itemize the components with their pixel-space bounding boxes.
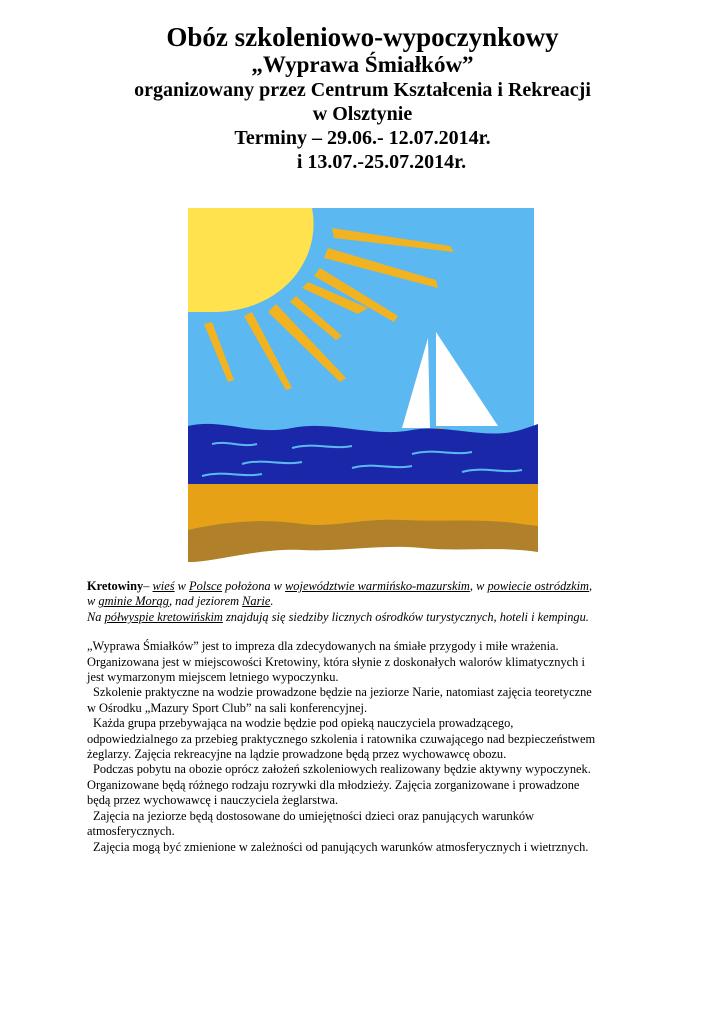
paragraph-line: będą przez wychowawcę i nauczyciela żeglarstwa. (87, 793, 339, 808)
paragraph-line: atmosferycznych. (87, 824, 175, 839)
paragraph-line: Zajęcia mogą być zmienione w zależności od panujących warunków atmosferycznych i wietrznych. (93, 839, 589, 854)
paragraph-line: Każda grupa przebywająca na wodzie będzie pod opieką nauczyciela prowadzącego, (93, 716, 514, 731)
paragraph-line: Zajęcia na jeziorze będą dostosowane do umiejętności dzieci oraz panujących warunków (93, 808, 535, 823)
document-title: Obóz szkoleniowo-wypoczynkowy (166, 22, 559, 52)
city-line: w Olsztynie (312, 103, 413, 125)
paragraph-line: jest wymarzonym miejscem letniego wypoczynku. (87, 670, 339, 685)
sailing-illustration (182, 200, 542, 570)
paragraph-line: „Wyprawa Śmiałków” jest to impreza dla zdecydowanych na śmiałe przygody i miłe wrażenia. (87, 639, 559, 654)
link-polsce[interactable]: Polsce (189, 579, 223, 593)
paragraph-line: Organizowane będą różnego rodzaju rozrywki dla młodzieży. Zajęcia zorganizowane i prowadzone (87, 777, 580, 792)
document-header (0, 22, 725, 174)
link-polwysep[interactable]: półwyspie kretowińskim (104, 609, 223, 624)
paragraph-line: Szkolenie praktyczne na wodzie prowadzone będzie na jeziorze Narie, natomiast zajęcia teoretyczne (93, 685, 592, 700)
paragraph-line: Podczas pobytu na obozie oprócz założeń szkoleniowych realizowany będzie aktywny wypoczynek. (93, 762, 591, 777)
event-name: „Wyprawa Śmiałków” (251, 52, 474, 77)
intro-paragraph: Kretowiny– wieś w Polsce położona w województwie warmińsko-mazurskim, w powiecie ostródzkim, w gminie Morąg, nad jeziorem Narie. Na półwyspie kretowińskim znajdują się siedziby licznych ośrodków turystycznych, hoteli i kempingu. (87, 579, 593, 624)
dates-line-1: Terminy – 29.06.- 12.07.2014r. (234, 127, 491, 149)
link-narie[interactable]: Narie (242, 594, 271, 609)
dates-line-2: i 13.07.-25.07.2014r. (296, 151, 467, 173)
description-text (87, 579, 647, 855)
paragraph-line: w Ośrodku „Mazury Sport Club” na sali konferencyjnej. (87, 700, 368, 715)
paragraph-line: żeglarzy. Zajęcia rekreacyjne na lądzie prowadzone będą przez wychowawcę obozu. (87, 747, 507, 762)
paragraph-line: odpowiedzialnego za przebieg praktycznego szkolenia i ratownika czuwającego nad bezpieczeństwem (87, 731, 596, 746)
sand-icon (188, 484, 538, 562)
link-wojewodztwo[interactable]: województwie warmińsko-mazurskim (285, 579, 470, 593)
link-gmina[interactable]: gminie Morąg (98, 594, 169, 609)
paragraph-line: Organizowana jest w miejscowości Kretowiny, która słynie z doskonałych walorów klimatycznych i (87, 654, 585, 669)
link-powiat[interactable]: powiecie ostródzkim (487, 579, 589, 593)
organizer-line: organizowany przez Centrum Kształcenia i Rekreacji (134, 79, 591, 101)
place-name: Kretowiny (87, 579, 144, 593)
link-wies[interactable]: wieś (152, 579, 175, 593)
